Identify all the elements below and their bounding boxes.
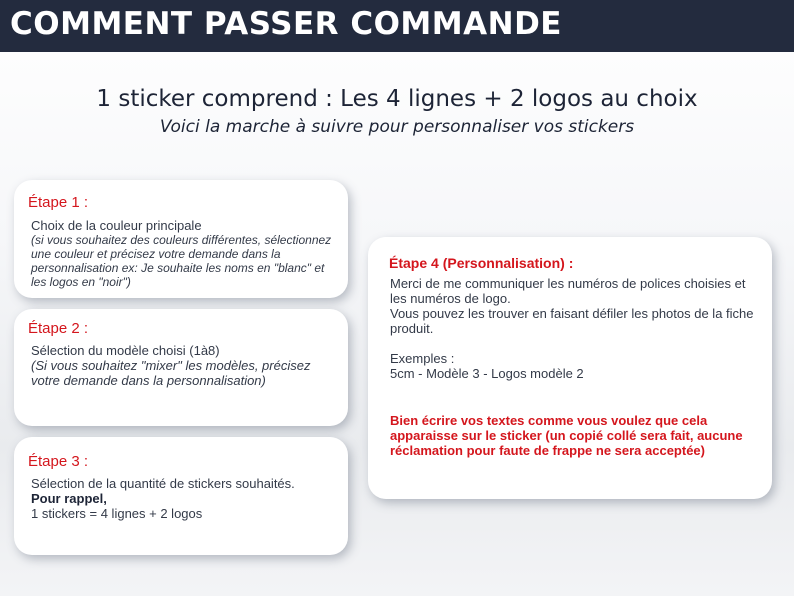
step-3-title: Étape 3 :: [28, 453, 89, 470]
step-4-text-2: Vous pouvez les trouver en faisant défiler les photos de la fiche produit.: [390, 306, 754, 336]
subheadline: Voici la marche à suivre pour personnaliser vos stickers: [159, 117, 635, 137]
step-3-reminder-text: 1 stickers = 4 lignes + 2 logos: [31, 506, 203, 521]
step-3-body: [31, 476, 301, 521]
step-2-card: [14, 309, 348, 426]
step-4-body: [390, 276, 762, 381]
step-1-body: [31, 218, 339, 289]
step-2-title: Étape 2 :: [28, 320, 89, 337]
step-2-body: [31, 343, 321, 388]
step-2-note: (Si vous souhaitez "mixer" les modèles, précisez votre demande dans la personnalisation): [31, 358, 311, 388]
step-3-card: [14, 437, 348, 555]
step-4-text: Merci de me communiquer les numéros de polices choisies et les numéros de logo.: [390, 276, 746, 306]
step-4-warning: Bien écrire vos textes comme vous voulez que cela apparaisse sur le sticker (un copié collé sera fait, aucune réclamation pour faute de frappe ne sera acceptée): [390, 413, 743, 458]
step-1-card: [14, 180, 348, 298]
step-1-text: Choix de la couleur principale: [31, 218, 202, 233]
step-3-text: Sélection de la quantité de stickers souhaités.: [31, 476, 295, 491]
step-3-reminder-label: Pour rappel,: [31, 491, 107, 506]
step-4-examples-label: Exemples :: [390, 351, 455, 366]
step-4-card: [368, 237, 772, 499]
header-banner: [0, 0, 794, 52]
step-1-note: (si vous souhaitez des couleurs différentes, sélectionnez une couleur et précisez votre demande dans la personnalisation ex: Je souhaite les noms en "blanc" et les logos en "noir"): [31, 233, 332, 289]
step-1-title: Étape 1 :: [28, 194, 89, 211]
step-4-title: Étape 4 (Personnalisation) :: [389, 255, 574, 271]
step-2-text: Sélection du modèle choisi (1à8): [31, 343, 220, 358]
page-title: COMMENT PASSER COMMANDE: [10, 6, 562, 42]
step-4-example: 5cm - Modèle 3 - Logos modèle 2: [390, 366, 584, 381]
headline: 1 sticker comprend : Les 4 lignes + 2 logos au choix: [96, 86, 698, 112]
